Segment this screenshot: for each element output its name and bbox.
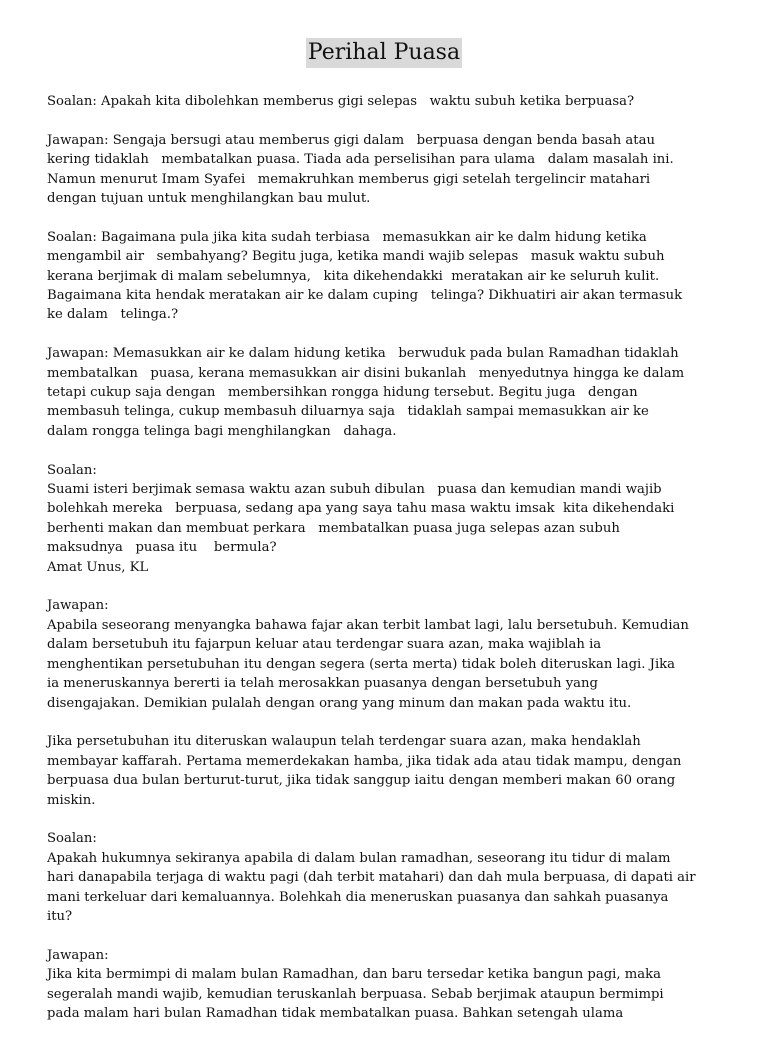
paragraph <box>47 596 747 712</box>
page-title: Perihal Puasa <box>306 38 462 68</box>
text-line: Apakah hukumnya sekiranya apabila di dalam bulan ramadhan, seseorang itu tidur di malam <box>47 850 671 866</box>
text-line: bolehkah mereka berpuasa, sedang apa yang saya tahu masa waktu imsak kita dikehendaki <box>47 501 675 517</box>
text-line: Jawapan: Sengaja bersugi atau memberus gigi dalam berpuasa dengan benda basah atau <box>47 132 655 148</box>
text-line: membayar kaffarah. Pertama memerdekakan hamba, jika tidak ada atau tidak mampu, dengan <box>47 753 682 769</box>
text-line: Jawapan: Memasukkan air ke dalam hidung ketika berwuduk pada bulan Ramadhan tidaklah <box>47 346 679 362</box>
text-line: ke dalam telinga.? <box>47 307 179 323</box>
paragraph <box>47 228 747 325</box>
text-line: kerana berjimak di malam sebelumnya, kita dikehendakki meratakan air ke seluruh kulit. <box>47 268 660 284</box>
text-line: dalam rongga telinga bagi menghilangkan dahaga. <box>47 423 397 439</box>
paragraph <box>47 829 747 926</box>
text-line: Amat Unus, KL <box>47 559 149 575</box>
text-line: membasuh telinga, cukup membasuh diluarnya saja tidaklah sampai memasukkan air ke <box>47 404 649 420</box>
paragraph <box>47 131 747 209</box>
text-line: Jika kita bermimpi di malam bulan Ramadhan, dan baru tersedar ketika bangun pagi, maka <box>47 967 661 983</box>
text-line: Soalan: Bagaimana pula jika kita sudah terbiasa memasukkan air ke dalm hidung ketika <box>47 229 647 245</box>
text-line: menghentikan persetubuhan itu dengan segera (serta merta) tidak boleh diteruskan lagi. Jika <box>47 656 676 672</box>
paragraph <box>47 92 747 111</box>
text-line: membatalkan puasa, kerana memasukkan air disini bukanlah menyedutnya hingga ke dalam <box>47 365 685 381</box>
text-line: Namun menurut Imam Syafei memakruhkan memberus gigi setelah tergelincir matahari <box>47 171 651 187</box>
text-line: dalam bersetubuh itu fajarpun keluar atau terdengar suara azan, maka wajiblah ia <box>47 637 602 653</box>
text-line: segeralah mandi wajib, kemudian teruskanlah berpuasa. Sebab berjimak ataupun bermimpi <box>47 986 664 1002</box>
text-line: Jika persetubuhan itu diteruskan walaupun telah terdengar suara azan, maka hendaklah <box>47 734 641 750</box>
paragraph <box>47 344 747 441</box>
text-line: disengajakan. Demikian pulalah dengan orang yang minum dan makan pada waktu itu. <box>47 695 632 711</box>
text-line: miskin. <box>47 792 96 808</box>
text-line: tetapi cukup saja dengan membersihkan rongga hidung tersebut. Begitu juga dengan <box>47 385 638 401</box>
paragraph <box>47 461 747 577</box>
text-line: maksudnya puasa itu bermula? <box>47 540 277 556</box>
text-line: Soalan: <box>47 831 97 847</box>
text-line: dengan tujuan untuk menghilangkan bau mulut. <box>47 191 371 207</box>
paragraph <box>47 732 747 810</box>
text-line: Suami isteri berjimak semasa waktu azan subuh dibulan puasa dan kemudian mandi wajib <box>47 482 662 498</box>
text-line: Soalan: <box>47 462 97 478</box>
text-line: Bagaimana kita hendak meratakan air ke dalam cuping telinga? Dikhuatiri air akan termasuk <box>47 288 683 304</box>
text-line: pada malam hari bulan Ramadhan tidak membatalkan puasa. Bahkan setengah ulama <box>47 1005 624 1021</box>
text-line: hari danapabila terjaga di waktu pagi (dah terbit matahari) dan dah mula berpuasa, di dapati air <box>47 870 696 886</box>
text-line: mani terkeluar dari kemaluannya. Bolehkah dia meneruskan puasanya dan sahkah puasanya <box>47 889 669 905</box>
text-line: Soalan: Apakah kita dibolehkan memberus gigi selepas waktu subuh ketika berpuasa? <box>47 94 635 109</box>
document-body <box>47 92 747 1043</box>
text-line: Jawapan: <box>47 598 109 614</box>
text-line: itu? <box>47 908 73 924</box>
text-line: berpuasa dua bulan berturut-turut, jika tidak sanggup iaitu dengan memberi makan 60 orang <box>47 773 676 789</box>
text-line: mengambil air sembahyang? Begitu juga, ketika mandi wajib selepas masuk waktu subuh <box>47 249 665 265</box>
text-line: Apabila seseorang menyangka bahawa fajar akan terbit lambat lagi, lalu bersetubuh. Kemudian <box>47 617 689 633</box>
text-line: kering tidaklah membatalkan puasa. Tiada ada perselisihan para ulama dalam masalah ini. <box>47 152 674 168</box>
title-wrapper <box>0 38 768 68</box>
text-line: Jawapan: <box>47 947 109 963</box>
paragraph <box>47 946 747 1024</box>
text-line: ia meneruskannya bererti ia telah merosakkan puasanya dengan bersetubuh yang <box>47 676 598 692</box>
text-line: berhenti makan dan membuat perkara membatalkan puasa juga selepas azan subuh <box>47 520 620 536</box>
